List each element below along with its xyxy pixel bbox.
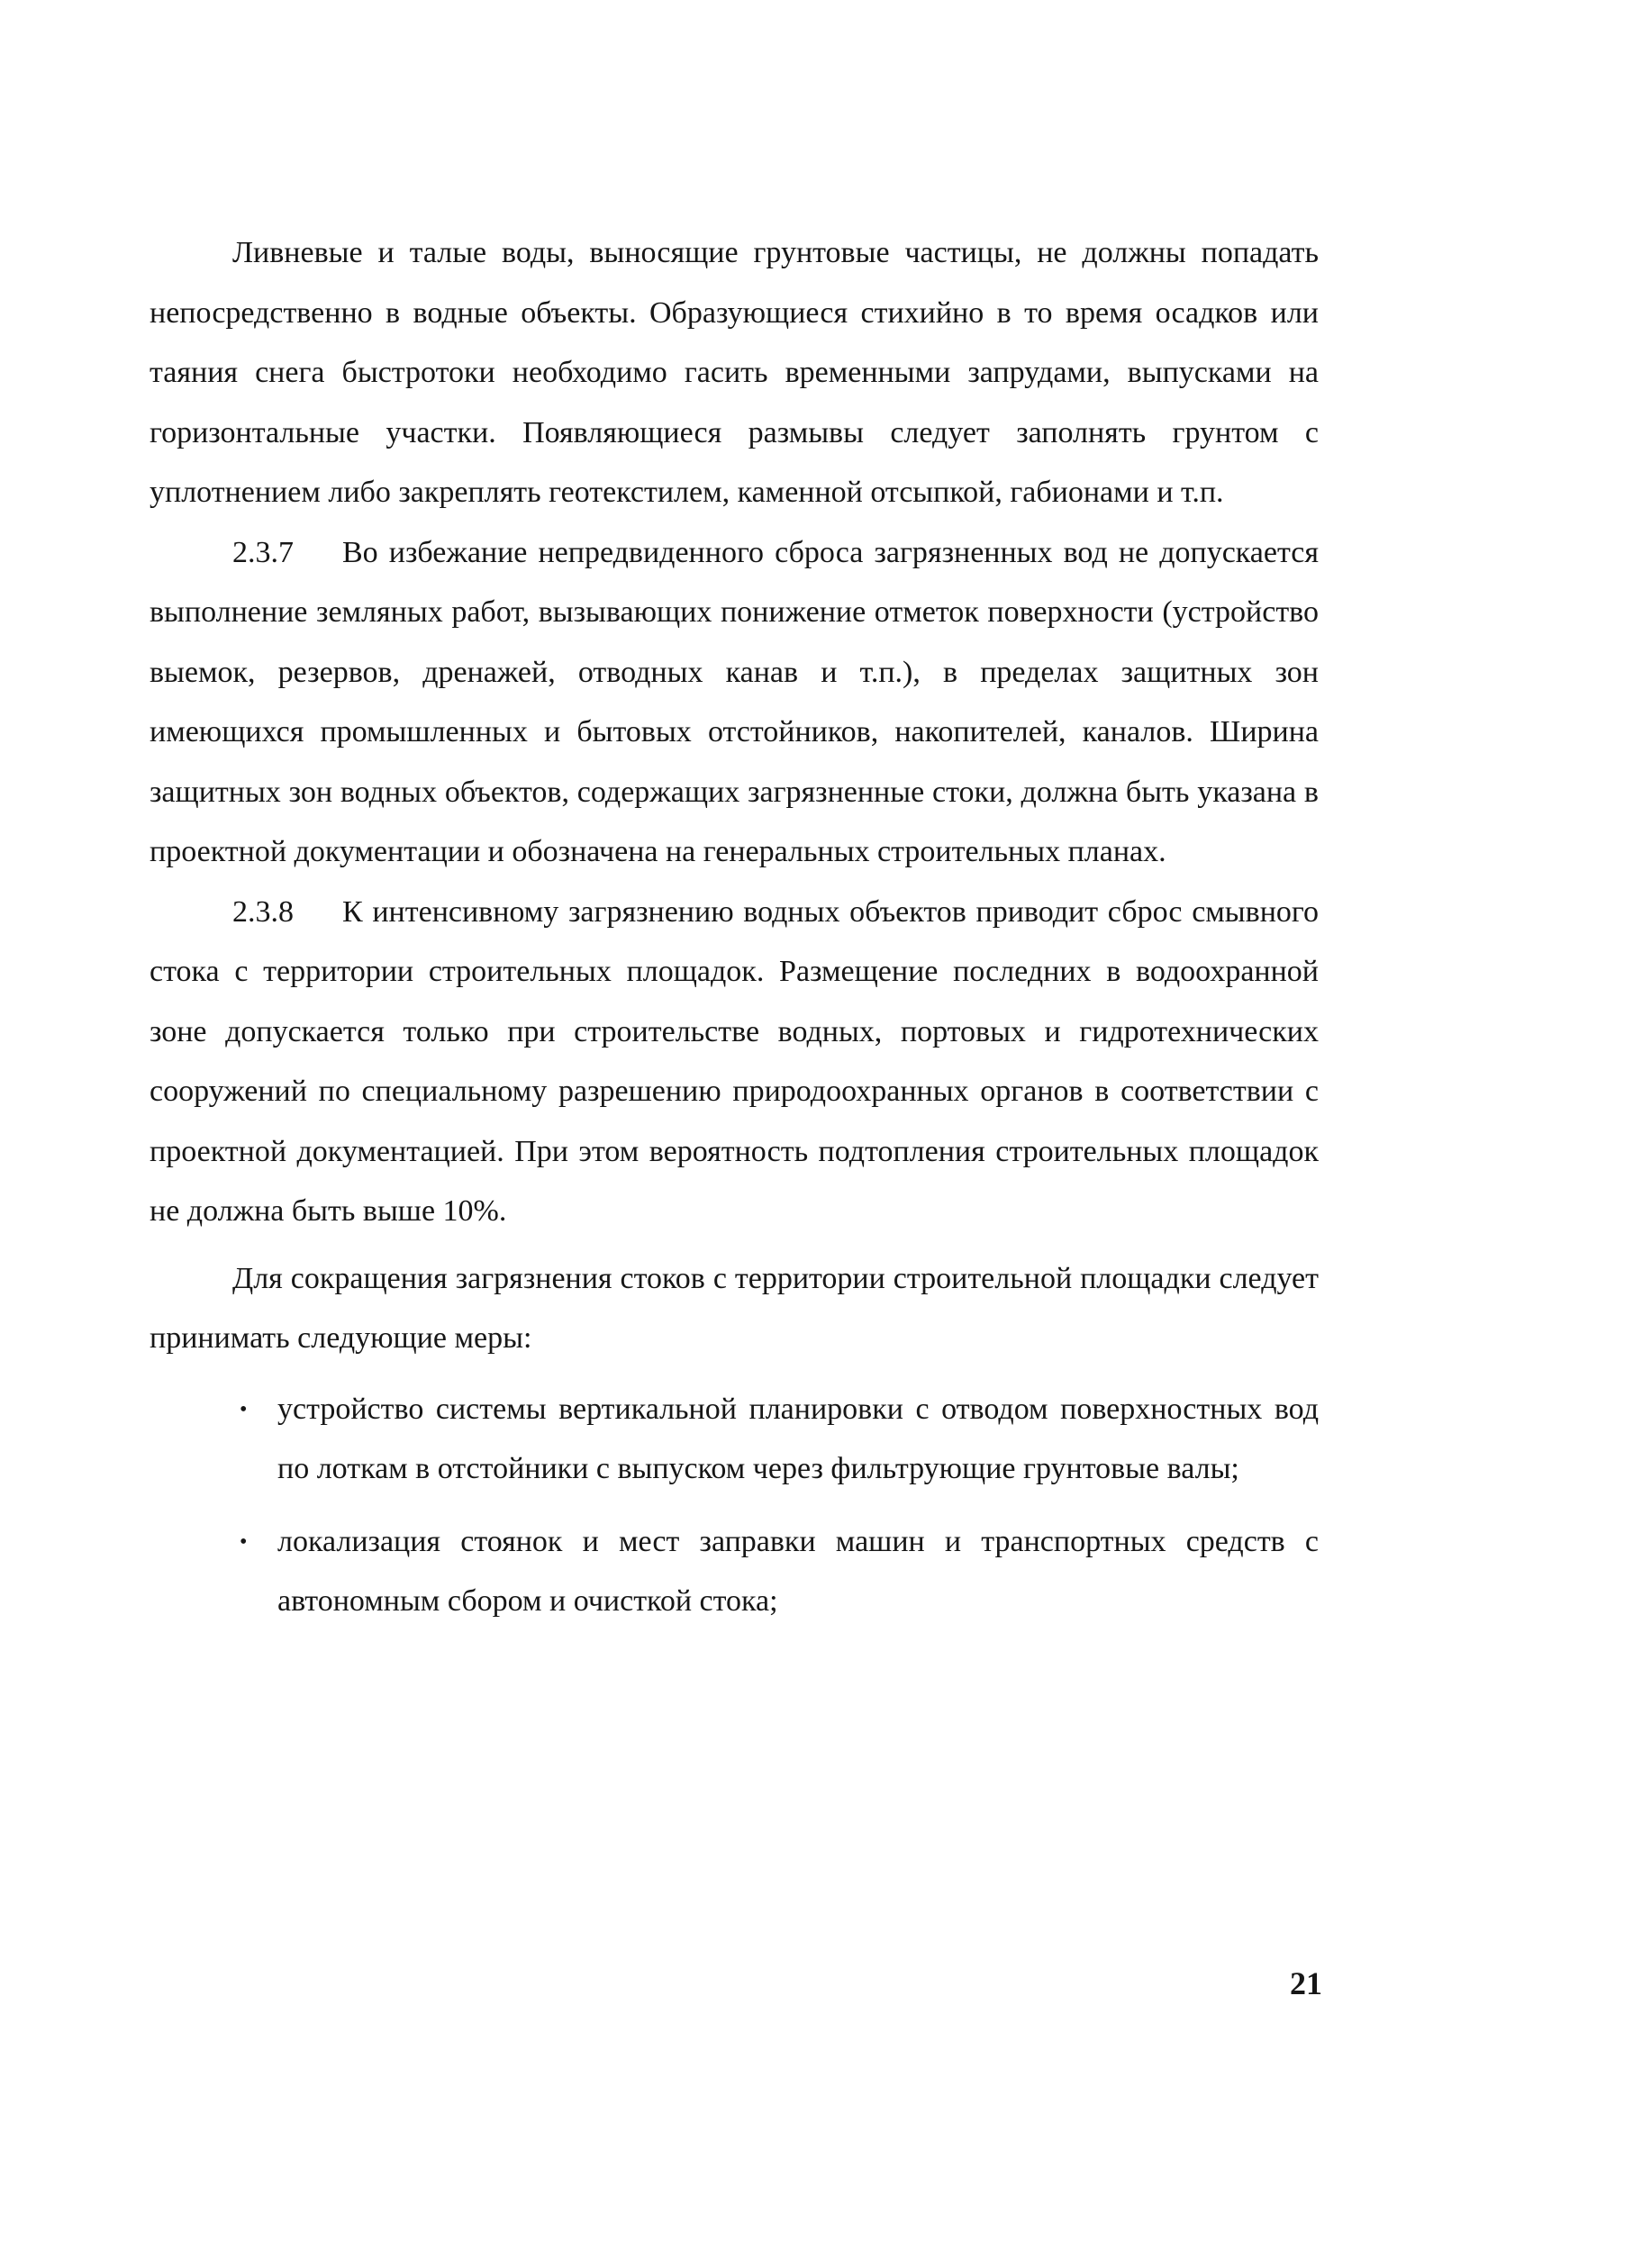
page-body xyxy=(150,223,1319,1645)
paragraph-measures-intro: Для сокращения загрязнения стоков с территории строительной площадки следует принимать следующие меры: xyxy=(150,1261,1319,1355)
measures-list xyxy=(150,1380,1319,1632)
paragraph-rainwater: Ливневые и талые воды, выносящие грунтовые частицы, не должны попадать непосредственно в водные объекты. Образующиеся стихийно в то время осадков или таяния снега быстротоки необходимо гасить временными запрудами, выпусками на горизонтальные участки. Появляющиеся размывы следует заполнять грунтом с уплотнением либо закреплять геотекстилем, каменной отсыпкой, габионами и т.п. xyxy=(150,236,1319,509)
list-item xyxy=(150,1512,1319,1632)
paragraph-2-3-7 xyxy=(150,523,1319,883)
list-item-text: устройство системы вертикальной планировки с отводом поверхностных вод по лоткам в отстойники с выпуском через фильтрующие грунтовые валы; xyxy=(277,1392,1319,1485)
page-number: 21 xyxy=(1290,1965,1322,2001)
list-item-text: локализация стоянок и мест заправки машин и транспортных средств с автономным сбором и очисткой стока; xyxy=(277,1524,1319,1618)
clause-number: 2.3.8 xyxy=(232,894,294,929)
bullet-icon: • xyxy=(240,1397,248,1421)
clause-text: К интенсивному загрязнению водных объектов приводит сброс смывного стока с территории строительных площадок. Размещение последних в водоохранной зоне допускается только при строительстве водных, портовых и гидротехнических сооружений по специальному разрешению природоохранных органов в соответствии с проектной документацией. При этом вероятность подтопления строительных площадок не должна быть выше 10%. xyxy=(150,894,1319,1228)
list-item xyxy=(150,1380,1319,1500)
paragraph-2-3-8 xyxy=(150,883,1319,1242)
bullet-icon: • xyxy=(240,1529,248,1554)
clause-number: 2.3.7 xyxy=(232,535,294,569)
clause-text: Во избежание непредвиденного сброса загрязненных вод не допускается выполнение земляных работ, вызывающих понижение отметок поверхности (устройство выемок, резервов, дренажей, отводных канав и т.п.), в пределах защитных зон имеющихся промышленных и бытовых отстойников, накопителей, каналов. Ширина защитных зон водных объектов, содержащих загрязненные стоки, должна быть указана в проектной документации и обозначена на генеральных строительных планах. xyxy=(150,535,1319,868)
